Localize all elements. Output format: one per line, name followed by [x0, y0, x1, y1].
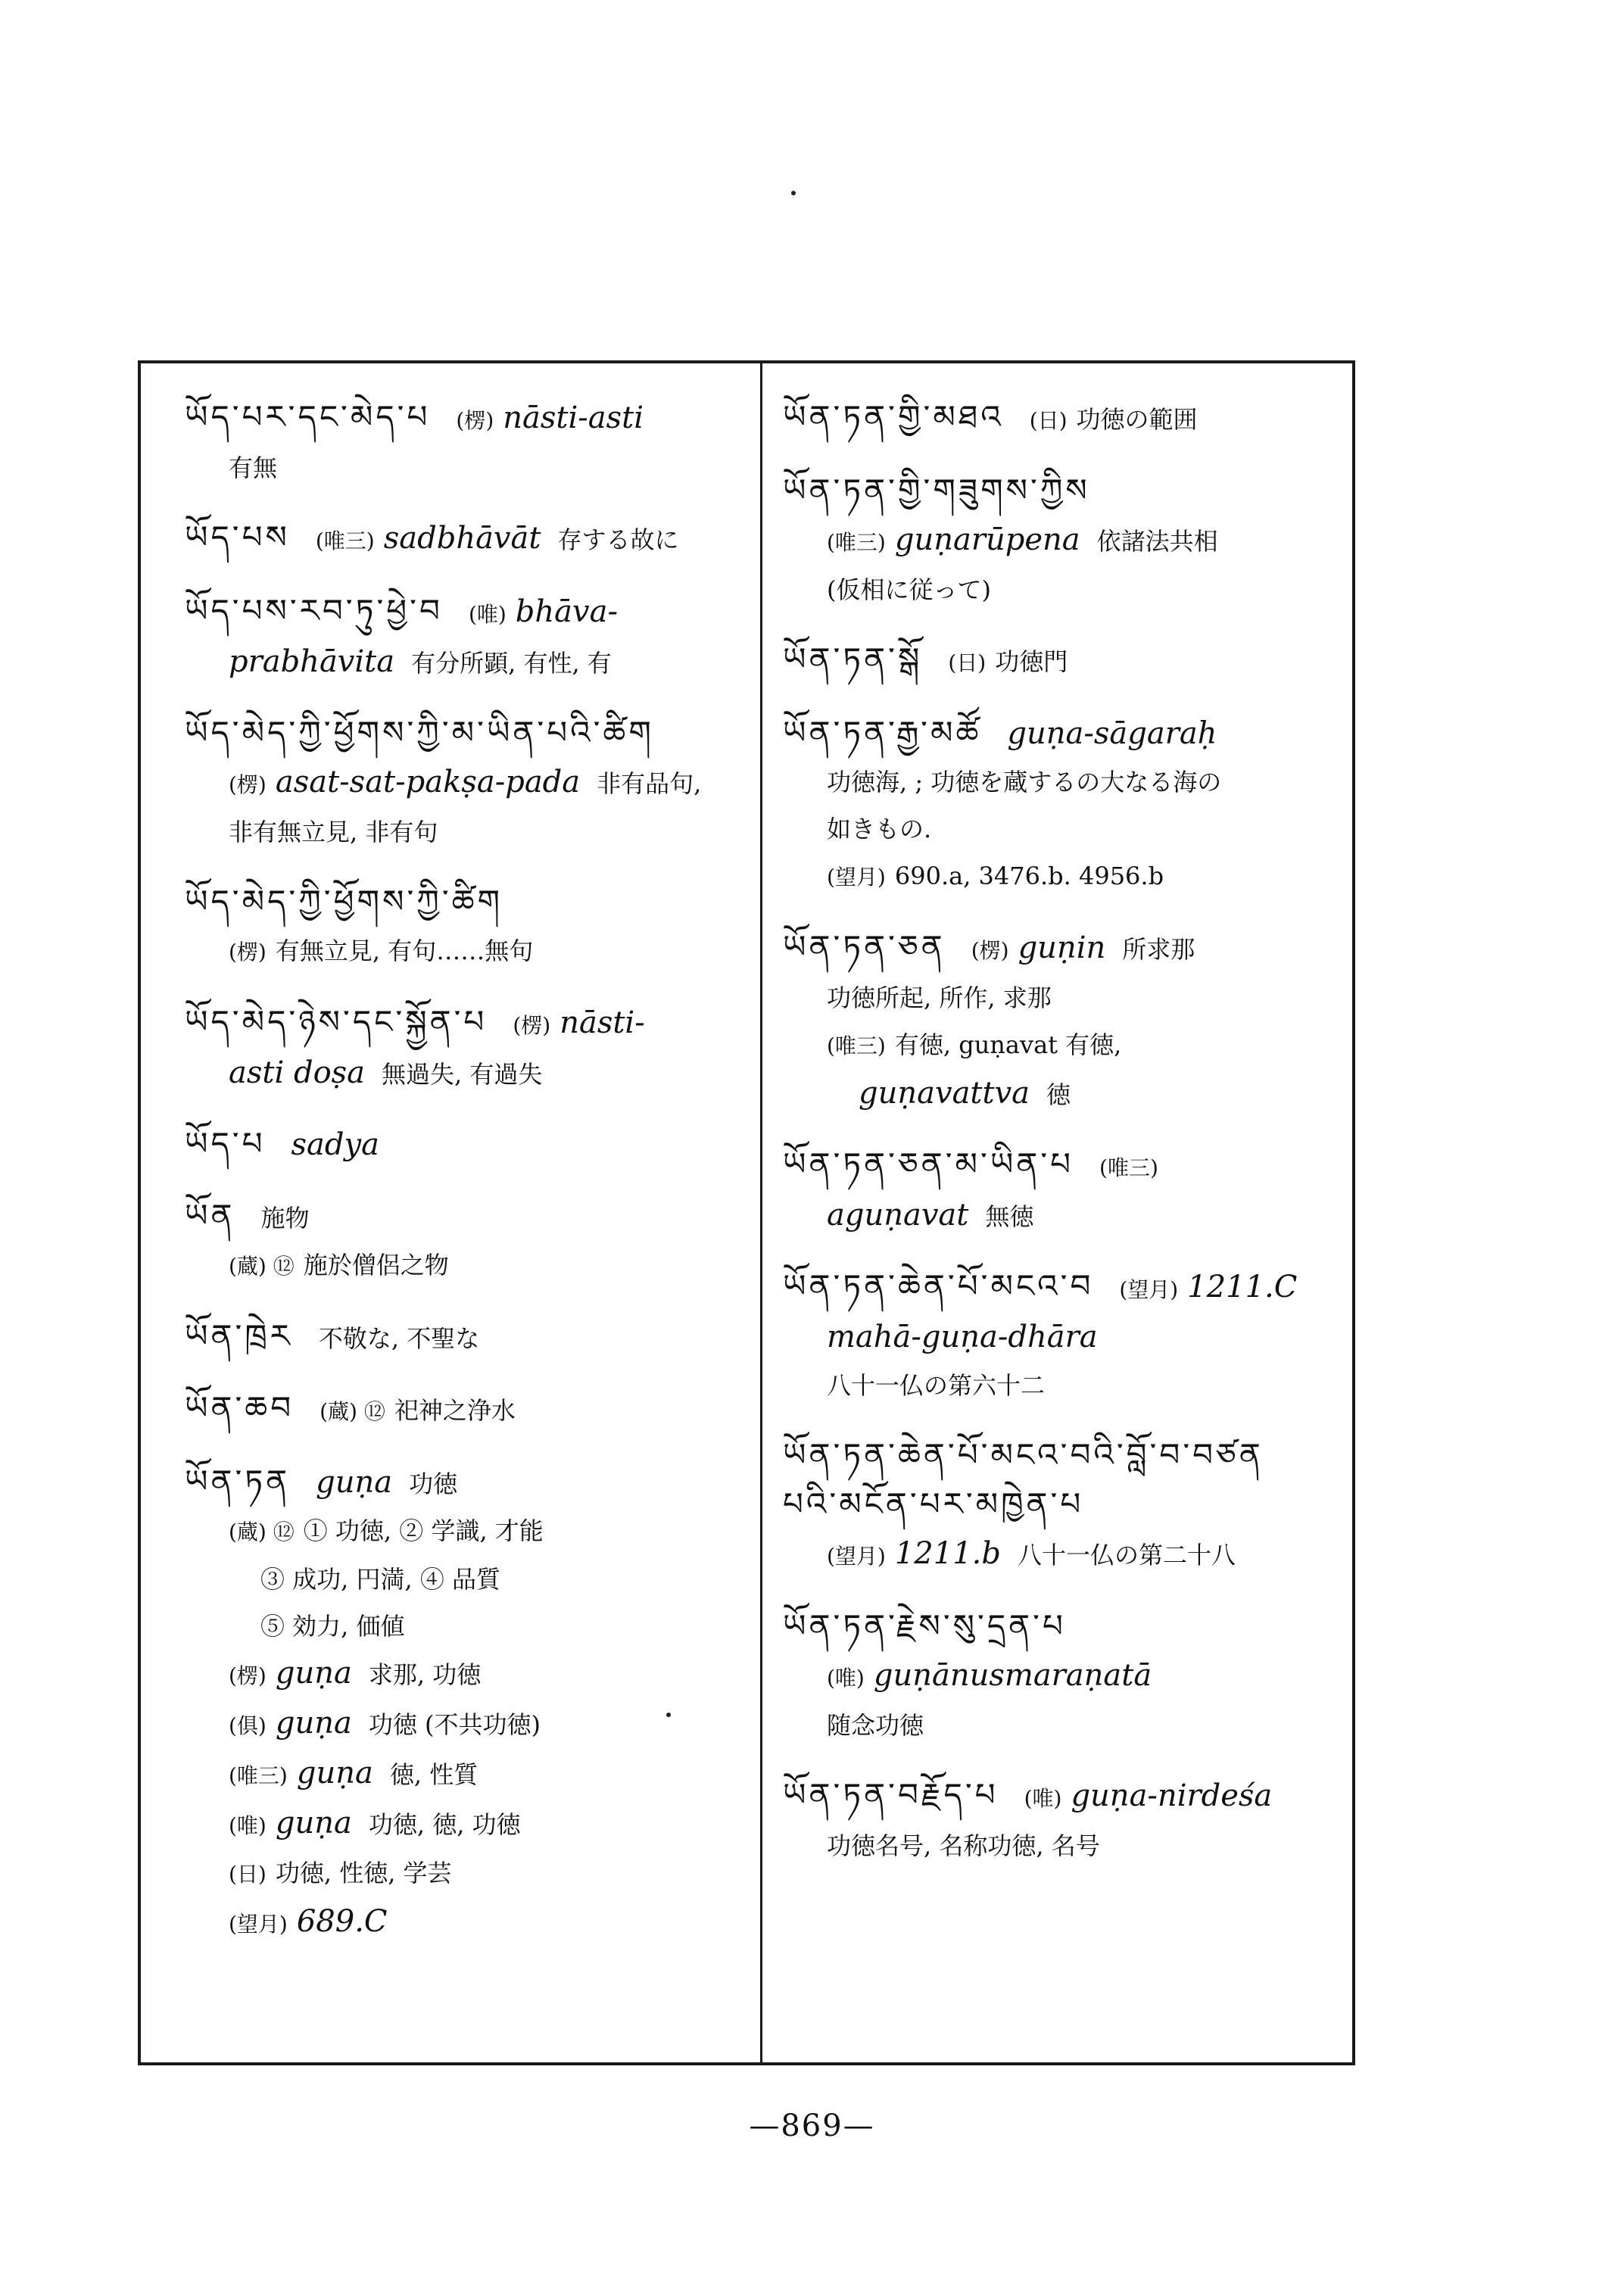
gloss-text: 無徳: [985, 1202, 1034, 1231]
entry-line: [783, 974, 1336, 1021]
entry-line: [783, 1021, 1336, 1070]
dictionary-entry: [185, 878, 745, 976]
entry-line: [185, 1850, 745, 1898]
gloss-text: ③ 成功, 円満, ④ 品質: [260, 1565, 501, 1594]
gloss-text: 690.a, 3476.b. 4956.b: [894, 862, 1164, 890]
sanskrit-term: guṇa: [296, 1756, 373, 1791]
tibetan-headword: ཡོད་མེད་ཀྱི་ཕྱོགས་ཀྱི་མ་ཡིན་པའི་ཚིག: [185, 714, 654, 751]
left-column: [185, 394, 745, 1971]
gloss-text: 依諸法共相: [1096, 527, 1218, 556]
entry-line: [185, 927, 745, 976]
source-tag: (俱): [229, 1713, 267, 1738]
entry-line: [185, 588, 745, 638]
entry-line: [185, 394, 745, 444]
tibetan-headword: ཡོད་པས: [185, 519, 290, 556]
entry-line: [185, 878, 745, 927]
gloss-text: 功徳, 性徳, 学芸: [275, 1859, 452, 1887]
gloss-text: 所求那: [1122, 935, 1195, 964]
sanskrit-term: guṇavattva: [859, 1076, 1030, 1111]
tibetan-headword: ཡོན་ཏན་གྱི་གཟུགས་ཀྱིས: [783, 472, 1090, 509]
source-tag: (楞): [229, 772, 267, 797]
tibetan-headword: ཡོན་ཏན་གྱི་མཐའ: [783, 398, 1004, 435]
entry-line: [185, 1750, 745, 1800]
entry-line: [185, 638, 745, 687]
gloss-text: 徳, 性質: [389, 1760, 478, 1789]
source-tag: (唯): [468, 602, 507, 627]
gloss-text: 功徳名号, 名称功徳, 名号: [827, 1831, 1100, 1860]
source-tag: (楞): [229, 1663, 267, 1688]
sanskrit-term: mahā-guṇa-dhāra: [827, 1320, 1098, 1354]
entry-line: [783, 1314, 1336, 1362]
sanskrit-term: nāsti-: [560, 1005, 645, 1040]
tibetan-headword: ཡོན་ཏན་རྗེས་སུ་དྲན་པ: [783, 1607, 1066, 1644]
gloss-text: 施物: [260, 1204, 310, 1233]
entry-line: [783, 467, 1336, 516]
dictionary-entry: [185, 1313, 745, 1362]
gloss-text: 八十一仏の第六十二: [827, 1371, 1046, 1400]
entry-line: [783, 1141, 1336, 1192]
sanskrit-term: aguṇavat: [827, 1198, 969, 1233]
gloss-text: ⑤ 効力, 価値: [260, 1612, 405, 1641]
gloss-text: 祀神之浄水: [394, 1396, 516, 1425]
sanskrit-term: 1211.b: [894, 1536, 1001, 1571]
source-tag: (唯三): [315, 528, 375, 553]
entry-line: [185, 1556, 745, 1603]
dictionary-entry: [783, 924, 1336, 1118]
entry-line: [783, 1362, 1336, 1409]
sanskrit-term: sadbhāvāt: [383, 521, 541, 556]
page-number: —869—: [749, 2109, 875, 2143]
sanskrit-term: guṇānusmaraṇatā: [873, 1658, 1152, 1693]
entry-line: [783, 394, 1336, 444]
tibetan-headword: ཡོན་ཁྲེར: [185, 1317, 293, 1354]
entry-line: [783, 566, 1336, 613]
dictionary-entry: [185, 394, 745, 491]
sanskrit-term: prabhāvita: [229, 644, 395, 679]
dictionary-entry: [783, 636, 1336, 687]
dictionary-entry: [185, 1458, 745, 1948]
source-tag: (楞): [513, 1013, 551, 1038]
entry-line: [185, 1192, 745, 1242]
tibetan-headword: ཡོད་མེད་ཉེས་དང་སྐྱོན་པ: [185, 1003, 488, 1040]
source-tag: (望月): [1119, 1277, 1179, 1302]
sanskrit-term: asat-sat-pakṣa-pada: [275, 765, 581, 799]
source-tag: (蔵) ⑫: [229, 1254, 295, 1279]
entry-line: [783, 1192, 1336, 1240]
gloss-text: 非有無立見, 非有句: [229, 818, 438, 846]
tibetan-headword: ཡོད་པ: [185, 1125, 266, 1162]
tibetan-headword: པའི་མངོན་པར་མཁྱེན་པ: [783, 1485, 1084, 1523]
source-tag: (唯三): [229, 1763, 288, 1788]
tibetan-headword: ཡོན་ཆབ: [185, 1389, 295, 1426]
source-tag: (蔵) ⑫: [320, 1399, 385, 1424]
entry-line: [783, 1772, 1336, 1822]
source-tag: (蔵) ⑫: [229, 1519, 295, 1544]
dictionary-entry: [185, 1192, 745, 1290]
tibetan-headword: ཡོན་ཏན་ཆེན་པོ་མངའ་བ: [783, 1267, 1094, 1304]
gloss-text: 功徳門: [995, 647, 1068, 676]
source-tag: (望月): [229, 1912, 288, 1937]
entry-line: [783, 1652, 1336, 1702]
sanskrit-term: 1211.C: [1187, 1270, 1298, 1304]
source-tag: (唯三): [1099, 1155, 1158, 1180]
tibetan-headword: ཡོན་ཏན་བརྗོད་པ: [783, 1776, 999, 1813]
gloss-text: 徳: [1046, 1080, 1071, 1109]
entry-line: [783, 1432, 1336, 1481]
sanskrit-term: guṇa: [316, 1465, 393, 1500]
gloss-text: ① 功徳, ② 学識, 才能: [303, 1516, 544, 1545]
gloss-text: 八十一仏の第二十八: [1017, 1541, 1236, 1569]
gloss-text: 有徳, guṇavat 有徳,: [894, 1030, 1122, 1059]
entry-line: [185, 1385, 745, 1435]
gloss-text: 如きもの.: [827, 815, 932, 843]
source-tag: (唯三): [827, 1033, 886, 1058]
sanskrit-term: nāsti-asti: [503, 401, 644, 435]
dictionary-entry: [185, 1385, 745, 1435]
entry-line: [783, 759, 1336, 806]
source-tag: (唯): [827, 1666, 865, 1691]
tibetan-headword: ཡོན་ཏན་རྒྱ་མཚོ: [783, 714, 982, 751]
gloss-text: 非有品句,: [597, 769, 702, 798]
sanskrit-term: sadya: [291, 1127, 379, 1162]
entry-line: [783, 806, 1336, 852]
entry-line: [185, 444, 745, 491]
source-tag: (望月): [827, 865, 886, 890]
entry-line: [783, 1702, 1336, 1749]
gloss-text: 功徳の範囲: [1076, 405, 1198, 434]
entry-line: [185, 1507, 745, 1556]
source-tag: (望月): [827, 1544, 886, 1569]
gloss-text: 無過失, 有過失: [382, 1060, 543, 1089]
entry-line: [185, 759, 745, 809]
entry-line: [185, 1313, 745, 1362]
sanskrit-term: guṇin: [1018, 930, 1106, 965]
sanskrit-term: asti doṣa: [229, 1055, 366, 1090]
source-tag: (日): [229, 1862, 267, 1887]
sanskrit-term: guṇa: [275, 1706, 352, 1741]
entry-line: [783, 636, 1336, 687]
entry-line: [185, 1800, 745, 1850]
entry-line: [783, 924, 1336, 974]
entry-line: [783, 516, 1336, 566]
sanskrit-term: bhāva-: [515, 594, 618, 629]
dictionary-entry: [783, 394, 1336, 444]
entry-line: [185, 1049, 745, 1098]
dictionary-entry: [185, 1121, 745, 1170]
entry-line: [185, 514, 745, 565]
tibetan-headword: ཡོན་ཏན: [185, 1463, 291, 1500]
gloss-text: 存する故に: [557, 525, 679, 554]
source-tag: (楞): [229, 940, 267, 965]
dictionary-entry: [185, 514, 745, 565]
tibetan-headword: ཡོན་ཏན་ཆེན་པོ་མངའ་བའི་བློ་བ་བཙན: [783, 1436, 1264, 1473]
entry-line: [783, 1603, 1336, 1652]
entry-line: [185, 1898, 745, 1948]
dictionary-entry: [783, 467, 1336, 613]
tibetan-headword: ཡོད་པར་དང་མེད་པ: [185, 398, 431, 435]
entry-line: [185, 1603, 745, 1650]
gloss-text: 求那, 功徳: [368, 1660, 482, 1689]
entry-line: [185, 999, 745, 1049]
tibetan-headword: ཡོད་མེད་ཀྱི་ཕྱོགས་ཀྱི་ཚིག: [185, 883, 503, 920]
gloss-text: 随念功徳: [827, 1711, 924, 1740]
gloss-text: 功徳: [409, 1470, 458, 1498]
gloss-text: 不敬な, 不聖な: [318, 1324, 480, 1353]
entry-line: [185, 809, 745, 856]
dictionary-entry: [185, 588, 745, 687]
sanskrit-term: guṇa: [275, 1656, 352, 1691]
entry-line: [783, 852, 1336, 901]
tibetan-headword: ཡོན་ཏན་སྒོ: [783, 641, 923, 678]
entry-line: [783, 1530, 1336, 1580]
dictionary-entry: [783, 1141, 1336, 1240]
entry-line: [783, 1070, 1336, 1118]
dictionary-entry: [783, 1772, 1336, 1869]
source-tag: (唯): [1024, 1786, 1062, 1811]
sanskrit-term: 689.C: [296, 1904, 388, 1939]
gloss-text: (仮相に従って): [827, 575, 991, 604]
gloss-text: 功徳, 徳, 功徳: [368, 1810, 521, 1839]
column-divider: [760, 363, 762, 2062]
dictionary-entry: [783, 1603, 1336, 1749]
entry-line: [185, 709, 745, 759]
sanskrit-term: guṇa: [275, 1806, 352, 1840]
entry-line: [783, 1481, 1336, 1530]
sanskrit-term: guṇa-sāgaraḥ: [1007, 716, 1217, 751]
gloss-text: 有無立見, 有句……無句: [275, 937, 534, 965]
entry-line: [783, 1822, 1336, 1869]
source-tag: (楞): [456, 408, 494, 433]
sanskrit-term: guṇa-nirdeśa: [1071, 1778, 1273, 1813]
gloss-text: 施於僧侶之物: [303, 1251, 449, 1279]
scan-speck: [791, 191, 796, 195]
dictionary-entry: [783, 1263, 1336, 1409]
right-column: [783, 394, 1336, 1892]
entry-line: [185, 1458, 745, 1507]
entry-line: [783, 709, 1336, 759]
gloss-text: 功徳所起, 所作, 求那: [827, 983, 1052, 1012]
entry-line: [783, 1263, 1336, 1314]
gloss-text: 有分所顕, 有性, 有: [411, 649, 612, 678]
sanskrit-term: guṇarūpena: [894, 522, 1080, 557]
dictionary-entry: [185, 709, 745, 856]
source-tag: (楞): [971, 938, 1009, 963]
source-tag: (日): [948, 650, 987, 675]
tibetan-headword: ཡོན: [185, 1197, 235, 1234]
dictionary-frame: [138, 360, 1355, 2065]
dictionary-entry: [783, 1432, 1336, 1580]
tibetan-headword: ཡོན་ཏན་ཅན་མ་ཡིན་པ: [783, 1145, 1074, 1183]
source-tag: (唯三): [827, 530, 886, 555]
tibetan-headword: ཡོད་པས་རབ་ཏུ་ཕྱེ་བ: [185, 592, 443, 629]
source-tag: (唯): [229, 1813, 267, 1838]
entry-line: [185, 1650, 745, 1700]
entry-line: [185, 1242, 745, 1290]
gloss-text: 功徳海, ; 功徳を蔵するの大なる海の: [827, 768, 1222, 796]
entry-line: [185, 1121, 745, 1170]
gloss-text: 有無: [229, 454, 278, 482]
entry-line: [185, 1700, 745, 1750]
gloss-text: 功徳 (不共功徳): [368, 1710, 541, 1739]
dictionary-entry: [185, 999, 745, 1098]
tibetan-headword: ཡོན་ཏན་ཅན: [783, 928, 946, 965]
dictionary-entry: [783, 709, 1336, 901]
source-tag: (日): [1029, 408, 1068, 433]
